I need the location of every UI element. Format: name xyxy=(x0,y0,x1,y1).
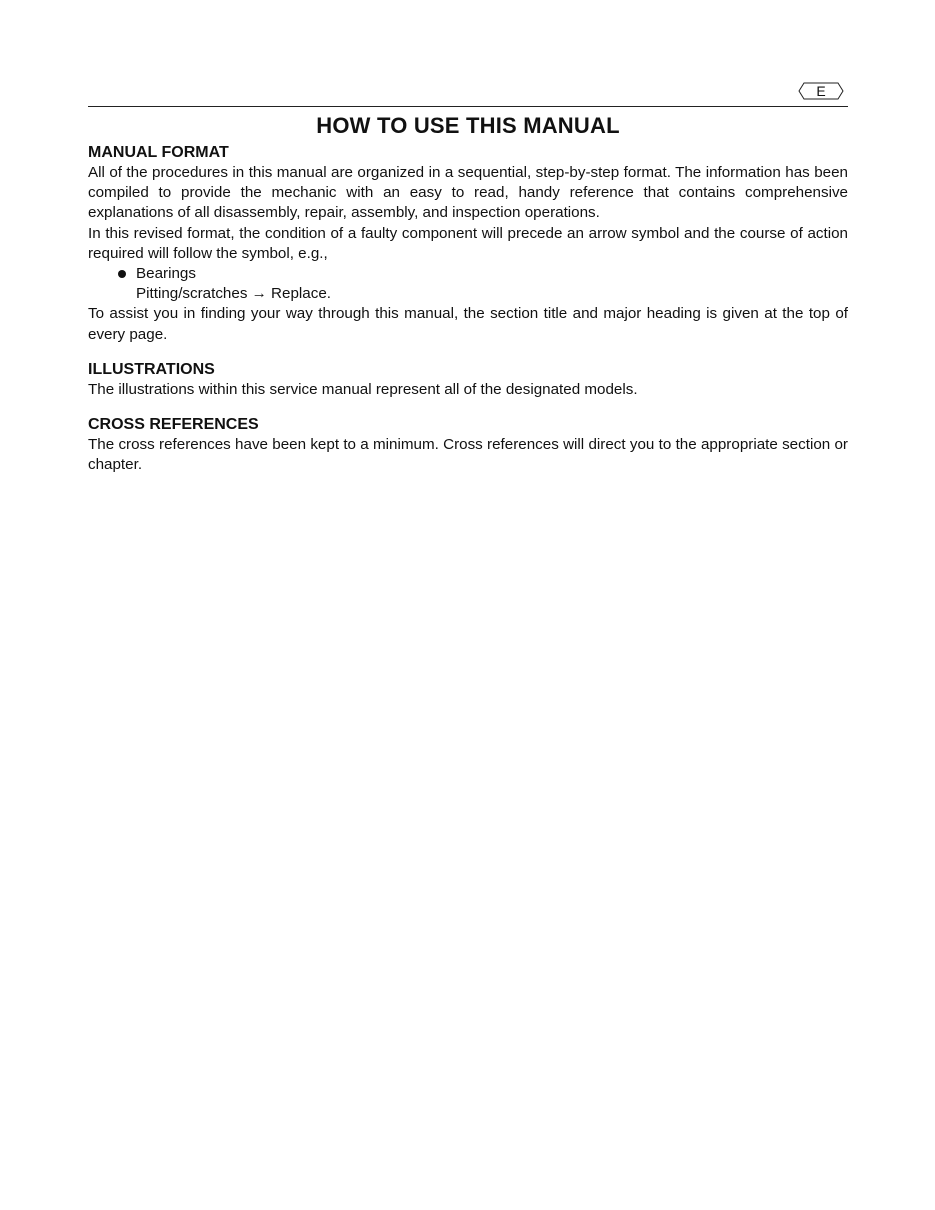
section-heading-manual-format: MANUAL FORMAT xyxy=(88,144,229,161)
format-example xyxy=(118,264,848,304)
section-manual-format xyxy=(88,142,848,345)
section-heading-illustrations: ILLUSTRATIONS xyxy=(88,360,215,378)
header-rule xyxy=(88,106,848,107)
paragraph: The cross references have been kept to a minimum. Cross references will direct you to the appropriate section or chapter. xyxy=(88,436,848,474)
paragraph: To assist you in finding your way through this manual, the section title and major heading is given at the top of every page. xyxy=(88,305,848,343)
language-badge-label: E xyxy=(816,83,826,99)
spacer xyxy=(88,345,848,359)
spacer xyxy=(88,400,848,414)
example-detail: Pitting/scratches → Replace. xyxy=(136,285,331,303)
section-heading-cross-references: CROSS REFERENCES xyxy=(88,416,259,434)
bullet-icon xyxy=(118,270,126,278)
paragraph: The illustrations within this service manual represent all of the designated models. xyxy=(88,380,638,398)
paragraph: In this revised format, the condition of a faulty component will precede an arrow symbol and the course of action required will follow the symbol, e.g., xyxy=(88,224,848,262)
paragraph: All of the procedures in this manual are organized in a sequential, step-by-step format. The information has been compiled to provide the mechanic with an easy to read, handy reference that contains comprehensive explanations of all disassembly, repair, assembly, and inspection operations. xyxy=(88,164,848,222)
language-badge xyxy=(798,82,844,100)
section-cross-references xyxy=(88,414,848,475)
example-item xyxy=(118,264,848,284)
page-title: HOW TO USE THIS MANUAL xyxy=(316,113,620,138)
example-item-label: Bearings xyxy=(136,265,196,283)
section-illustrations xyxy=(88,359,848,400)
page-content xyxy=(88,142,848,475)
